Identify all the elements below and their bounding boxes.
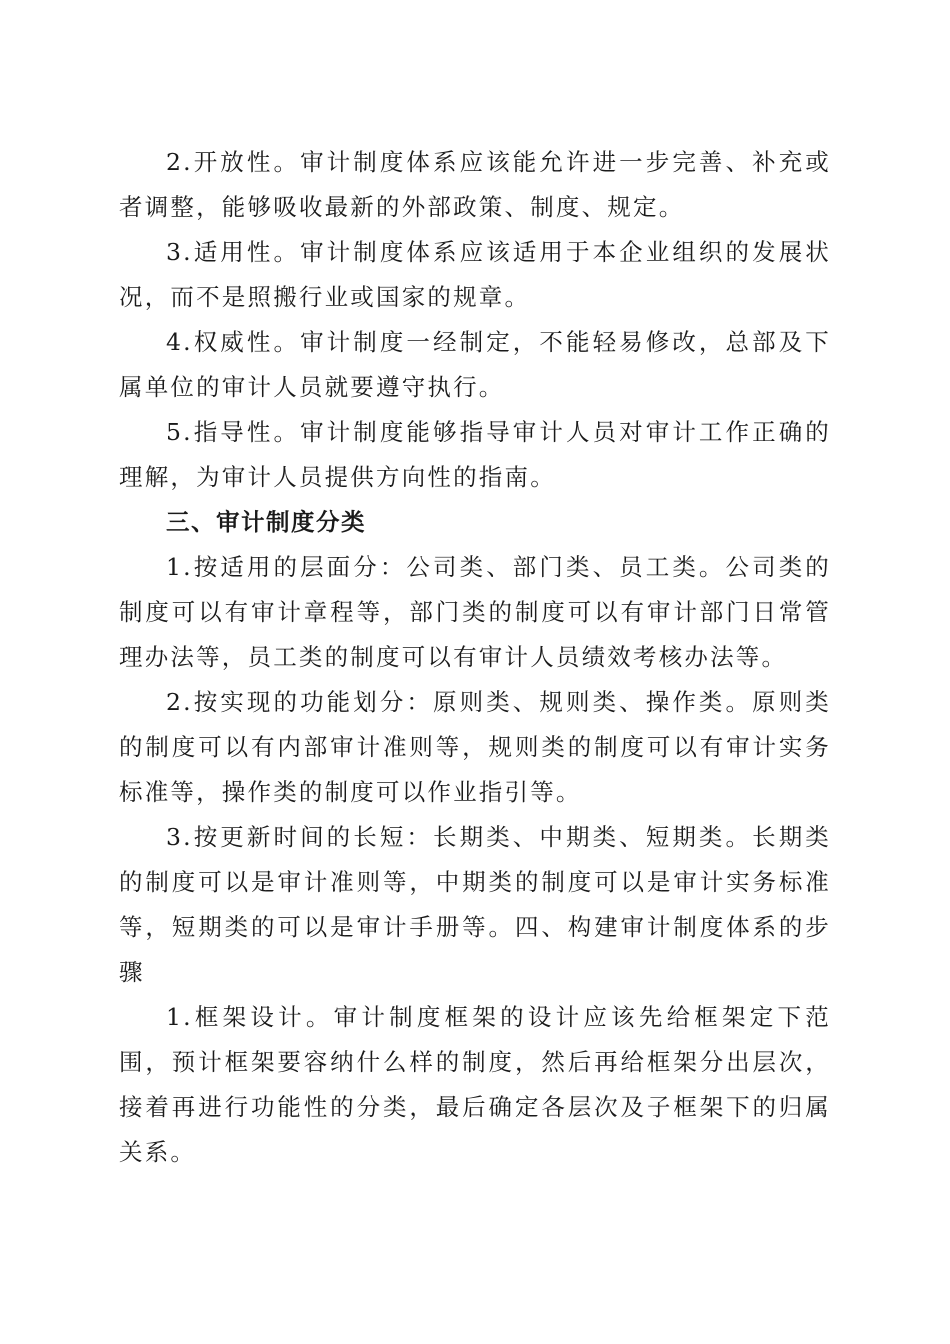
document-body [119,140,831,1175]
paragraph-authority: 4.权威性。审计制度一经制定，不能轻易修改，总部及下属单位的审计人员就要遵守执行。 [119,328,831,401]
paragraph-applicability: 3.适用性。审计制度体系应该适用于本企业组织的发展状况，而不是照搬行业或国家的规章。 [119,238,831,311]
paragraph-by-level: 1.按适用的层面分：公司类、部门类、员工类。公司类的制度可以有审计章程等，部门类的制度可以有审计部门日常管理办法等，员工类的制度可以有审计人员绩效考核办法等。 [119,553,831,671]
section-heading-classification: 三、审计制度分类 [166,508,366,536]
paragraph-framework-design: 1.框架设计。审计制度框架的设计应该先给框架定下范围，预计框架要容纳什么样的制度，然后再给框架分出层次，接着再进行功能性的分类，最后确定各层次及子框架下的归属关系。 [119,1003,831,1166]
paragraph-openness: 2.开放性。审计制度体系应该能允许进一步完善、补充或者调整，能够吸收最新的外部政策、制度、规定。 [119,148,831,221]
paragraph-by-function: 2.按实现的功能划分：原则类、规则类、操作类。原则类的制度可以有内部审计准则等，规则类的制度可以有审计实务标准等，操作类的制度可以作业指引等。 [119,688,831,806]
paragraph-by-duration: 3.按更新时间的长短：长期类、中期类、短期类。长期类的制度可以是审计准则等，中期类的制度可以是审计实务标准等，短期类的可以是审计手册等。四、构建审计制度体系的步骤 [119,823,831,986]
paragraph-guidance: 5.指导性。审计制度能够指导审计人员对审计工作正确的理解，为审计人员提供方向性的指南。 [119,418,831,491]
